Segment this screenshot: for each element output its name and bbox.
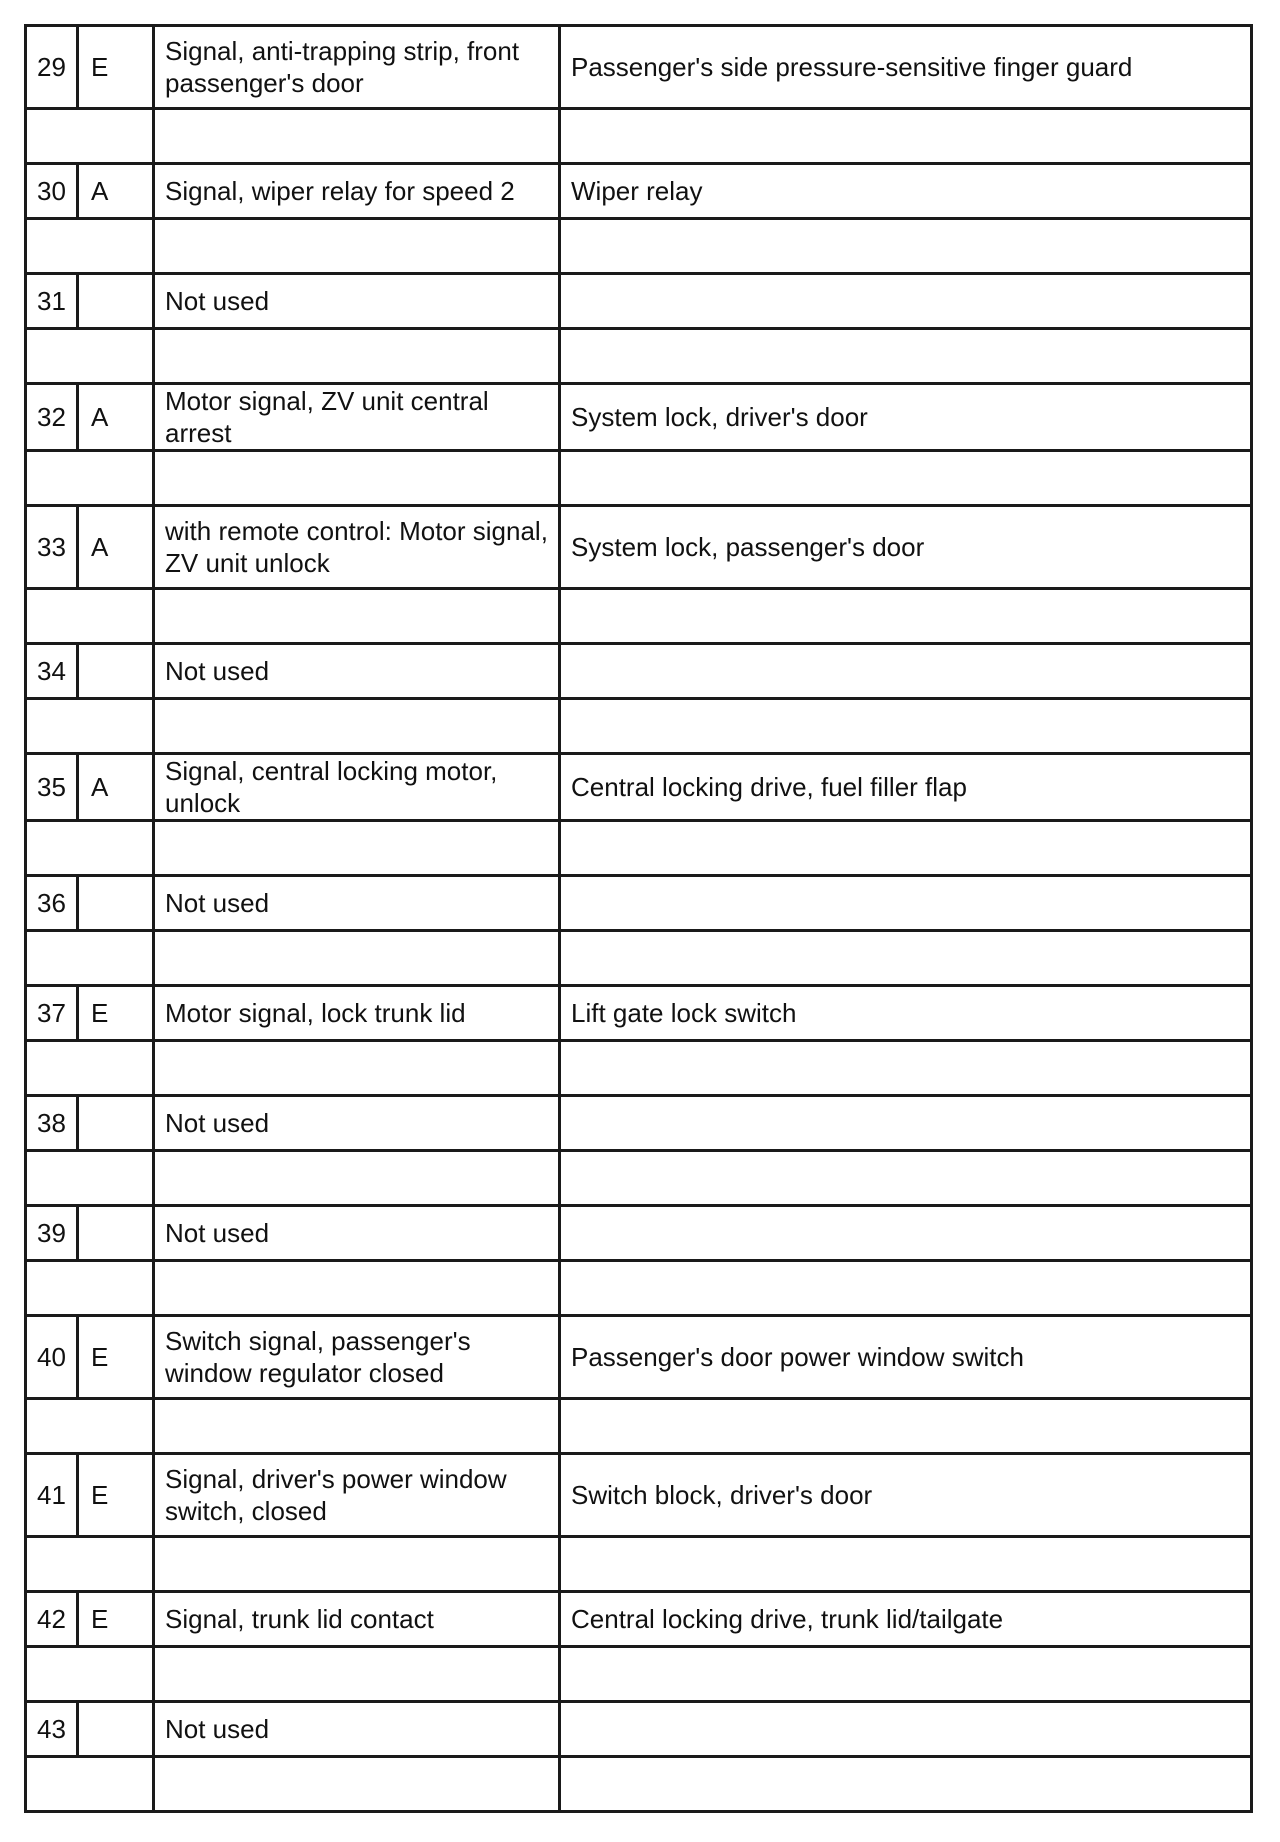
terminal-type-cell (78, 1702, 154, 1757)
component-cell (560, 1096, 1252, 1151)
pin-number-cell: 35 (26, 754, 78, 821)
spacer-cell-middle (154, 589, 560, 644)
spacer-row (26, 219, 1252, 274)
component-cell: Passenger's side pressure-sensitive finger guard (560, 26, 1252, 109)
spacer-cell-middle (154, 1041, 560, 1096)
component-cell: Central locking drive, trunk lid/tailgate (560, 1592, 1252, 1647)
signal-description-cell: Motor signal, ZV unit central arrest (154, 384, 560, 451)
spacer-cell-left (26, 1399, 154, 1454)
spacer-cell-right (560, 1647, 1252, 1702)
spacer-cell-right (560, 1041, 1252, 1096)
spacer-row (26, 1399, 1252, 1454)
component-cell (560, 1702, 1252, 1757)
spacer-row (26, 589, 1252, 644)
table-row (26, 1096, 1252, 1151)
table-row (26, 164, 1252, 219)
spacer-row (26, 699, 1252, 754)
spacer-row (26, 1041, 1252, 1096)
signal-description-cell: Signal, driver's power window switch, closed (154, 1454, 560, 1537)
table-row (26, 1206, 1252, 1261)
spacer-cell-right (560, 931, 1252, 986)
spacer-cell-middle (154, 451, 560, 506)
table-row (26, 1454, 1252, 1537)
component-cell: System lock, passenger's door (560, 506, 1252, 589)
table-row (26, 644, 1252, 699)
spacer-cell-left (26, 699, 154, 754)
terminal-type-cell (78, 274, 154, 329)
table-row (26, 1316, 1252, 1399)
terminal-type-cell: A (78, 384, 154, 451)
component-cell (560, 876, 1252, 931)
terminal-type-cell (78, 876, 154, 931)
table-row (26, 754, 1252, 821)
table-row (26, 274, 1252, 329)
spacer-cell-left (26, 1757, 154, 1812)
table-body (26, 26, 1252, 1812)
spacer-cell-middle (154, 1261, 560, 1316)
spacer-cell-left (26, 1041, 154, 1096)
terminal-type-cell: E (78, 26, 154, 109)
spacer-row (26, 1261, 1252, 1316)
terminal-type-cell: E (78, 1592, 154, 1647)
table-row (26, 506, 1252, 589)
table-row (26, 1592, 1252, 1647)
spacer-cell-left (26, 1151, 154, 1206)
spacer-row (26, 1647, 1252, 1702)
terminal-type-cell: A (78, 506, 154, 589)
signal-description-cell: Not used (154, 274, 560, 329)
pin-number-cell: 37 (26, 986, 78, 1041)
signal-description-cell: Not used (154, 1096, 560, 1151)
component-cell: Wiper relay (560, 164, 1252, 219)
pin-number-cell: 34 (26, 644, 78, 699)
pin-number-cell: 43 (26, 1702, 78, 1757)
table-row (26, 1702, 1252, 1757)
spacer-cell-right (560, 1151, 1252, 1206)
spacer-cell-right (560, 329, 1252, 384)
component-cell (560, 1206, 1252, 1261)
spacer-cell-left (26, 931, 154, 986)
spacer-cell-middle (154, 1399, 560, 1454)
spacer-cell-left (26, 1647, 154, 1702)
spacer-cell-left (26, 219, 154, 274)
spacer-cell-left (26, 821, 154, 876)
spacer-cell-right (560, 451, 1252, 506)
spacer-cell-middle (154, 1647, 560, 1702)
signal-description-cell: Signal, central locking motor, unlock (154, 754, 560, 821)
spacer-row (26, 451, 1252, 506)
pin-number-cell: 32 (26, 384, 78, 451)
spacer-cell-middle (154, 931, 560, 986)
spacer-row (26, 821, 1252, 876)
signal-description-cell: Not used (154, 1206, 560, 1261)
spacer-cell-right (560, 1261, 1252, 1316)
table-row (26, 26, 1252, 109)
pin-number-cell: 31 (26, 274, 78, 329)
spacer-cell-left (26, 1537, 154, 1592)
spacer-cell-middle (154, 1151, 560, 1206)
spacer-cell-middle (154, 1757, 560, 1812)
spacer-cell-right (560, 589, 1252, 644)
spacer-row (26, 1151, 1252, 1206)
terminal-type-cell: E (78, 1316, 154, 1399)
spacer-cell-right (560, 699, 1252, 754)
pin-number-cell: 41 (26, 1454, 78, 1537)
component-cell (560, 274, 1252, 329)
spacer-cell-right (560, 1399, 1252, 1454)
terminal-type-cell: A (78, 754, 154, 821)
spacer-cell-left (26, 109, 154, 164)
terminal-type-cell: A (78, 164, 154, 219)
spacer-cell-middle (154, 329, 560, 384)
component-cell: Lift gate lock switch (560, 986, 1252, 1041)
pin-number-cell: 38 (26, 1096, 78, 1151)
spacer-cell-middle (154, 1537, 560, 1592)
terminal-type-cell: E (78, 1454, 154, 1537)
table-row (26, 384, 1252, 451)
spacer-cell-middle (154, 699, 560, 754)
spacer-cell-right (560, 1537, 1252, 1592)
component-cell: System lock, driver's door (560, 384, 1252, 451)
pin-number-cell: 36 (26, 876, 78, 931)
component-cell (560, 644, 1252, 699)
signal-description-cell: Signal, trunk lid contact (154, 1592, 560, 1647)
signal-description-cell: Not used (154, 876, 560, 931)
spacer-cell-middle (154, 219, 560, 274)
table-row (26, 876, 1252, 931)
signal-description-cell: Motor signal, lock trunk lid (154, 986, 560, 1041)
spacer-cell-right (560, 109, 1252, 164)
signal-description-cell: Switch signal, passenger's window regulator closed (154, 1316, 560, 1399)
signal-description-cell: Signal, anti-trapping strip, front passenger's door (154, 26, 560, 109)
spacer-cell-left (26, 329, 154, 384)
signal-description-cell: Signal, wiper relay for speed 2 (154, 164, 560, 219)
terminal-type-cell (78, 644, 154, 699)
spacer-cell-left (26, 1261, 154, 1316)
spacer-row (26, 931, 1252, 986)
spacer-cell-left (26, 451, 154, 506)
pin-assignment-table (24, 24, 1253, 1813)
spacer-cell-middle (154, 821, 560, 876)
terminal-type-cell: E (78, 986, 154, 1041)
spacer-row (26, 1757, 1252, 1812)
terminal-type-cell (78, 1206, 154, 1261)
spacer-cell-left (26, 589, 154, 644)
signal-description-cell: with remote control: Motor signal, ZV unit unlock (154, 506, 560, 589)
spacer-row (26, 329, 1252, 384)
table-row (26, 986, 1252, 1041)
pin-number-cell: 42 (26, 1592, 78, 1647)
signal-description-cell: Not used (154, 1702, 560, 1757)
spacer-cell-right (560, 821, 1252, 876)
component-cell: Central locking drive, fuel filler flap (560, 754, 1252, 821)
pin-number-cell: 29 (26, 26, 78, 109)
spacer-cell-right (560, 219, 1252, 274)
pin-number-cell: 33 (26, 506, 78, 589)
component-cell: Passenger's door power window switch (560, 1316, 1252, 1399)
pin-number-cell: 40 (26, 1316, 78, 1399)
pin-number-cell: 39 (26, 1206, 78, 1261)
pin-number-cell: 30 (26, 164, 78, 219)
spacer-row (26, 109, 1252, 164)
terminal-type-cell (78, 1096, 154, 1151)
signal-description-cell: Not used (154, 644, 560, 699)
spacer-cell-right (560, 1757, 1252, 1812)
spacer-row (26, 1537, 1252, 1592)
spacer-cell-middle (154, 109, 560, 164)
component-cell: Switch block, driver's door (560, 1454, 1252, 1537)
